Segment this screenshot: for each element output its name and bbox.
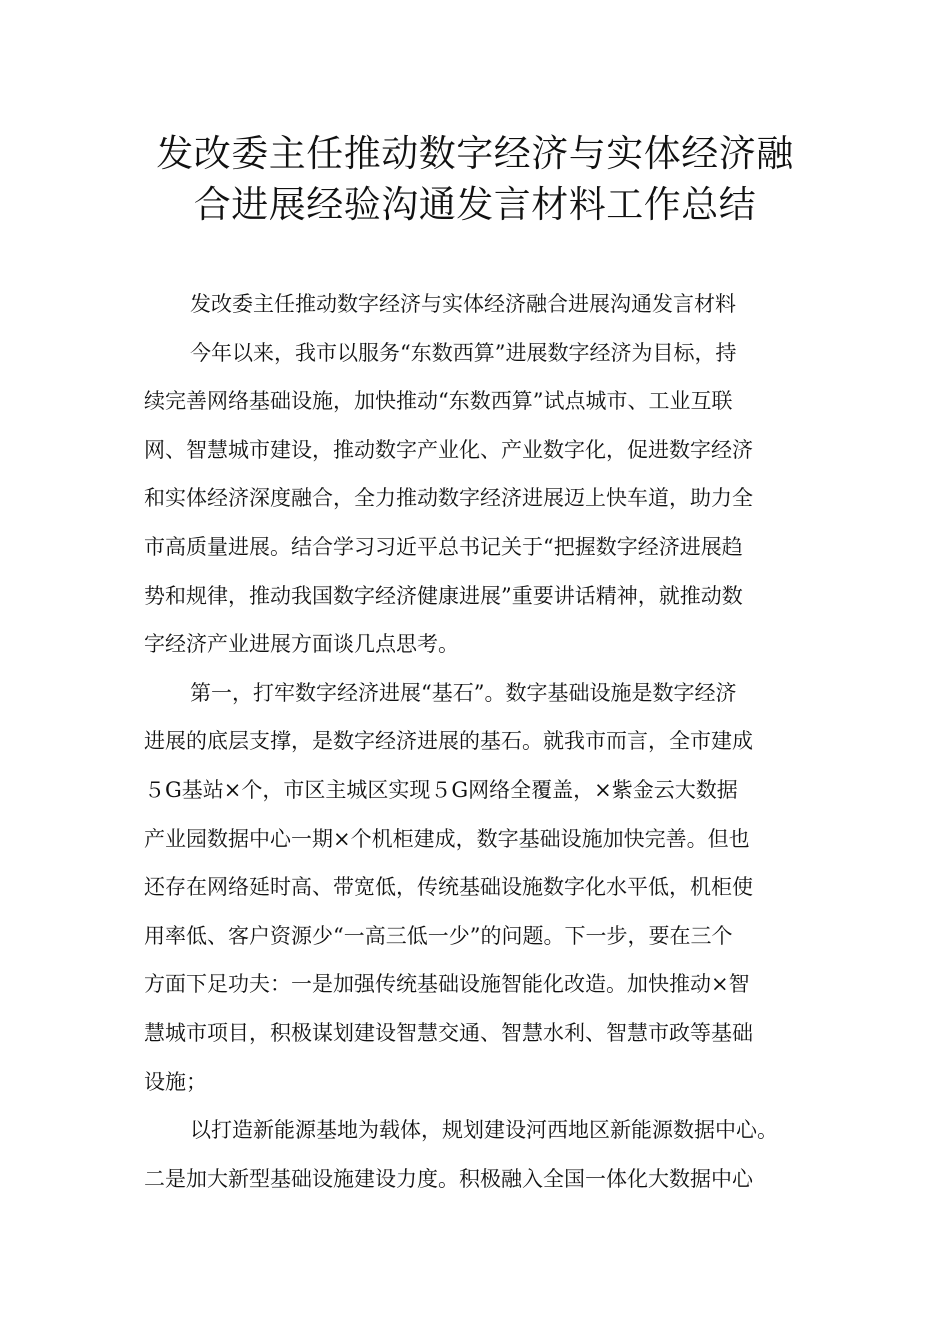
paragraph-1-line-5: 市高质量进展。结合学习习近平总书记关于“把握数字经济进展趋 — [144, 534, 743, 559]
paragraph-2-line-7: 方面下足功夫：一是加强传统基础设施智能化改造。加快推动×智 — [144, 972, 750, 997]
document-title — [120, 128, 830, 230]
paragraph-3-line-1: 以打造新能源基地为载体，规划建设河西地区新能源数据中心。 — [190, 1118, 778, 1143]
subtitle-line: 发改委主任推动数字经济与实体经济融合进展沟通发言材料 — [190, 292, 736, 316]
paragraph-1-line-7: 字经济产业进展方面谈几点思考。 — [144, 632, 459, 657]
document-body — [144, 280, 810, 1203]
paragraph-2-line-8: 慧城市项目，积极谋划建设智慧交通、智慧水利、智慧市政等基础 — [144, 1020, 753, 1045]
paragraph-2-line-5: 还存在网络延时高、带宽低，传统基础设施数字化水平低，机柜使 — [144, 875, 753, 900]
paragraph-2-line-4: 产业园数据中心一期×个机柜建成，数字基础设施加快完善。但也 — [144, 826, 750, 851]
paragraph-2-line-1: 第一，打牢数字经济进展“基石”。数字基础设施是数字经济 — [190, 680, 737, 705]
paragraph-1-line-4: 和实体经济深度融合，全力推动数字经济进展迈上快车道，助力全 — [144, 486, 753, 511]
paragraph-2-line-2: 进展的底层支撑，是数字经济进展的基石。就我市而言，全市建成 — [144, 729, 753, 754]
title-line-1: 发改委主任推动数字经济与实体经济融 — [156, 132, 794, 175]
paragraph-2-line-3: ５G基站×个，市区主城区实现５G网络全覆盖，×紫金云大数据 — [144, 777, 738, 802]
paragraph-1-line-3: 网、智慧城市建设，推动数字产业化、产业数字化，促进数字经济 — [144, 437, 753, 462]
paragraph-2-line-6: 用率低、客户资源少“一高三低一少”的问题。下一步，要在三个 — [144, 923, 733, 948]
title-line-2: 合进展经验沟通发言材料工作总结 — [193, 183, 757, 226]
paragraph-1-line-2: 续完善网络基础设施，加快推动“东数西算”试点城市、工业互联 — [144, 389, 733, 414]
paragraph-2-line-9: 设施； — [144, 1069, 207, 1094]
paragraph-1-line-6: 势和规律，推动我国数字经济健康进展”重要讲话精神，就推动数 — [144, 583, 743, 608]
paragraph-3-line-2: 二是加大新型基础设施建设力度。积极融入全国一体化大数据中心 — [144, 1166, 753, 1191]
paragraph-1-line-1: 今年以来，我市以服务“东数西算”进展数字经济为目标，持 — [190, 340, 737, 365]
